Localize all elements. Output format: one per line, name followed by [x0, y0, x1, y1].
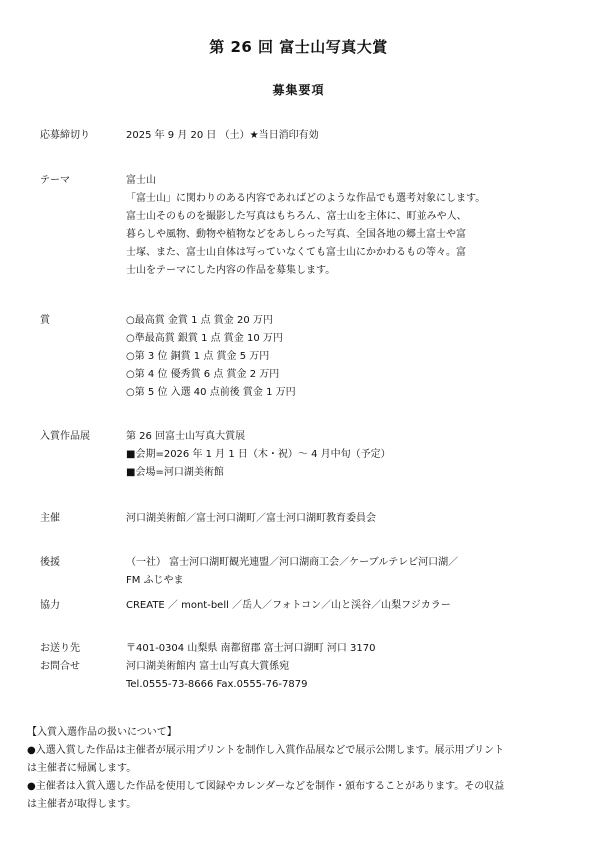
- theme-line: 富士山: [126, 175, 156, 186]
- notes-heading: 【入賞入選作品の扱いについて】: [27, 727, 177, 738]
- deadline-label: 応募締切り: [40, 130, 90, 141]
- prizes-value: [126, 312, 566, 402]
- prize-line: ○第 5 位 入選 40 点前後 賞金 1 万円: [126, 387, 296, 398]
- organizer-value: [126, 510, 566, 528]
- send-to-label: お送り先: [40, 643, 80, 654]
- notes-line: ●入選入賞した作品は主催者が展示用プリントを制作し入賞作品展などで展示公開します。展示用プリント: [27, 745, 505, 756]
- address-line: 〒401-0304 山梨県 南都留郡 富士河口湖町 河口 3170: [126, 643, 376, 654]
- theme-line: 「富士山」に関わりのある内容であればどのような作品でも選考対象にします。: [126, 193, 486, 204]
- support-label: 後援: [40, 557, 60, 568]
- exhibition-line: ■会場=河口湖美術館: [126, 467, 224, 478]
- support-value: [126, 554, 566, 590]
- prize-line: ○準最高賞 銀賞 1 点 賞金 10 万円: [126, 333, 283, 344]
- exhibition-value: [126, 428, 566, 482]
- theme-line: 士山をテーマにした内容の作品を募集します。: [126, 265, 336, 276]
- inquiry-label: お問合せ: [40, 661, 80, 672]
- prize-line: ○第 4 位 優秀賞 6 点 賞金 2 万円: [126, 369, 280, 380]
- phone-fax-line: Tel.0555-73-8666 Fax.0555-76-7879: [126, 679, 308, 690]
- theme-line: 士塚、また、富士山自体は写っていなくても富士山にかかわるもの等々。富: [126, 247, 466, 258]
- notes-line: は主催者が取得します。: [27, 799, 137, 810]
- theme-line: 暮らしや風物、動物や植物などをあしらった写真、全国各地の郷土富士や富: [126, 229, 466, 240]
- contact-value: [126, 640, 566, 694]
- prize-line: ○最高賞 金賞 1 点 賞金 20 万円: [126, 315, 273, 326]
- notes-line: ●主催者は入賞入選した作品を使用して図録やカレンダーなどを制作・頒布することがあります。その収益: [27, 781, 505, 792]
- theme-value: [126, 172, 566, 280]
- notes-line: は主催者に帰属します。: [27, 763, 137, 774]
- document-subtitle: 募集要項: [272, 83, 325, 97]
- deadline-line: 2025 年 9 月 20 日 （土）★当日消印有効: [126, 130, 319, 141]
- theme-label: テーマ: [40, 175, 70, 186]
- theme-line: 富士山そのものを撮影した写真はもちろん、富士山を主体に、町並みや人、: [126, 211, 467, 222]
- support-line: （一社） 富士河口湖町観光連盟／河口湖商工会／ケーブルテレビ河口湖／: [126, 557, 459, 568]
- cooperation-label: 協力: [40, 600, 60, 611]
- exhibition-line: 第 26 回富士山写真大賞展: [126, 431, 246, 442]
- cooperation-value: [126, 597, 566, 615]
- exhibition-label: 入賞作品展: [40, 431, 90, 442]
- support-line: FM ふじやま: [126, 575, 184, 586]
- organizer-line: 河口湖美術館／富士河口湖町／富士河口湖町教育委員会: [126, 513, 376, 524]
- prizes-label: 賞: [40, 315, 50, 326]
- exhibition-line: ■会期=2026 年 1 月 1 日（木・祝）～ 4 月中旬（予定）: [126, 449, 391, 460]
- deadline-value: [126, 127, 566, 145]
- organizer-label: 主催: [40, 513, 60, 524]
- cooperation-line: CREATE ／ mont-bell ／岳人／フォトコン／山と渓谷／山梨フジカラー: [126, 600, 451, 611]
- notes-section: [27, 724, 577, 814]
- document-title: 第 26 回 富士山写真大賞: [209, 38, 388, 56]
- prize-line: ○第 3 位 銅賞 1 点 賞金 5 万円: [126, 351, 270, 362]
- contact-label: [40, 640, 120, 676]
- recipient-line: 河口湖美術館内 富士山写真大賞係宛: [126, 661, 290, 672]
